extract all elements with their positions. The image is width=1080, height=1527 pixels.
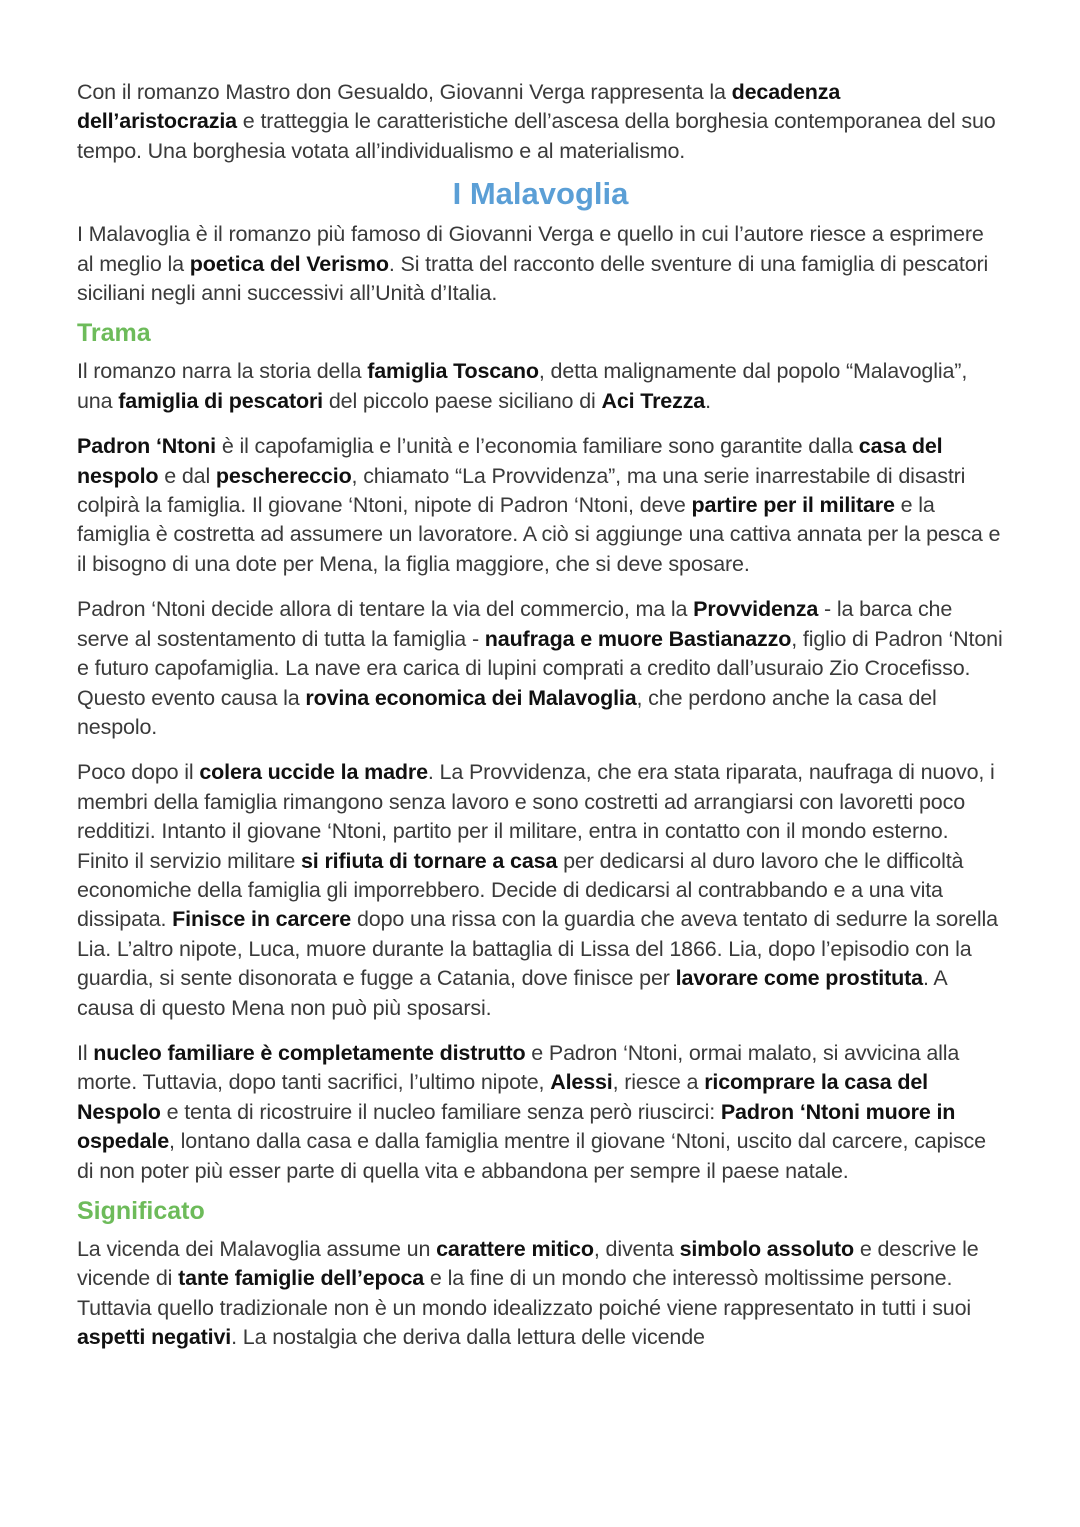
text-span: , lontano dalla casa e dalla famiglia mentre il giovane ‘Ntoni, uscito dal carcere, capisce di non poter più esser parte di quella vita e abbandona per sempre il paese natale. [77, 1129, 986, 1183]
bold-span: Padron ‘Ntoni muore in ospedale [77, 1099, 956, 1154]
text-span: e tenta di ricostruire il nucleo familiare senza però riuscirci: [160, 1099, 721, 1124]
text-span: e la famiglia è costretta ad assumere un lavoratore. A ciò si aggiunge una cattiva annata per la pesca e il bisogno di una dote per Mena, la figlia maggiore, che si deve sposare. [77, 493, 1001, 576]
trama-paragraph-3 [77, 595, 1004, 742]
text-span: . La Provvidenza, che era stata riparata, naufraga di nuovo, i membri della famiglia rimangono senza lavoro e sono costretti ad arrangiarsi con lavoretti poco redditizi. Intanto il giovane ‘Ntoni, partito per il militare, entra in contatto con il mondo esterno. Finito il servizio militare [77, 760, 995, 873]
bold-span: lavorare come prostituta [675, 966, 923, 991]
text-span: . Si tratta del racconto delle sventure di una famiglia di pescatori siciliani negli anni successivi all’Unità d’Italia. [77, 251, 989, 306]
malavoglia-intro-paragraph [77, 220, 1004, 308]
trama-paragraph-1 [77, 357, 1004, 416]
text-span: . La nostalgia che deriva dalla lettura delle vicende [231, 1325, 705, 1350]
text-span: , detta malignamente dal popolo “Malavoglia”, una [77, 359, 968, 413]
trama-paragraph-2 [77, 432, 1004, 579]
section-title-malavoglia: I Malavoglia [452, 176, 629, 212]
bold-span: decadenza dell’aristocrazia [77, 80, 841, 134]
bold-span: carattere mitico [436, 1237, 594, 1261]
bold-span: famiglia Toscano [367, 359, 539, 384]
text-span: , diventa [593, 1237, 680, 1261]
text-span: Il [77, 1040, 94, 1065]
text-span: e la fine di un mondo che interessò moltissime persone. Tuttavia quello tradizionale non è un mondo idealizzato poiché viene rappresentato in tutti i suoi [77, 1266, 972, 1320]
text-span: e dal [158, 463, 216, 488]
bold-span: peschereccio [215, 463, 352, 488]
text-span: per dedicarsi al duro lavoro che le difficoltà economiche della famiglia gli imporrebbero. Decide di dedicarsi al contrabbando e a una vita dissipata. [77, 848, 964, 932]
text-span: , chiamato “La Provvidenza”, ma una serie inarrestabile di disastri colpirà la famiglia. Il giovane ‘Ntoni, nipote di Padron ‘Ntoni, deve [77, 463, 966, 518]
bold-span: rovina economica dei Malavoglia [305, 685, 637, 710]
bold-span: si rifiuta di tornare a casa [301, 848, 558, 873]
significato-paragraph-1 [77, 1235, 1004, 1353]
text-span: dopo una rissa con la guardia che aveva tentato di sedurre la sorella Lia. L’altro nipote, Luca, muore durante la battaglia di Lissa del 1866. Lia, dopo l’episodio con la guardia, si sente disonorata e fugge a Catania, dove finisce per [77, 907, 998, 991]
text-span: La vicenda dei Malavoglia assume un [77, 1237, 437, 1261]
bold-span: ricomprare la casa del Nespolo [77, 1070, 928, 1124]
text-span: e tratteggia le caratteristiche dell’ascesa della borghesia contemporanea del suo tempo. Una borghesia votata all’individualismo e al materialismo. [77, 109, 996, 163]
text-span: e Padron ‘Ntoni, ormai malato, si avvicina alla morte. Tuttavia, dopo tanti sacrifici, l’ultimo nipote, [77, 1040, 960, 1095]
text-span: è il capofamiglia e l’unità e l’economia familiare sono garantite dalla [216, 434, 859, 459]
subheading-trama: Trama [77, 319, 151, 348]
text-span: Padron ‘Ntoni decide allora di tentare la via del commercio, ma la [77, 597, 694, 622]
text-span: , che perdono anche la casa del nespolo. [77, 685, 937, 739]
text-span: - la barca che serve al sostentamento di tutta la famiglia - [77, 597, 953, 651]
intro-paragraph [77, 78, 1004, 166]
bold-span: simbolo assoluto [679, 1237, 855, 1261]
bold-span: famiglia di pescatori [118, 388, 323, 413]
text-span: , figlio di Padron ‘Ntoni e futuro capofamiglia. La nave era carica di lupini comprati a credito dall’usuraio Zio Crocefisso. Questo evento causa la [77, 626, 1003, 710]
bold-span: Aci Trezza [601, 388, 706, 413]
bold-span: colera uccide la madre [199, 760, 428, 785]
bold-span: poetica del Verismo [189, 251, 389, 276]
trama-paragraph-4 [77, 758, 1004, 1023]
text-span: , riesce a [612, 1070, 705, 1095]
bold-span: casa del nespolo [77, 434, 943, 488]
bold-span: partire per il militare [691, 493, 895, 518]
bold-span: Padron ‘Ntoni [77, 434, 216, 459]
bold-span: aspetti negativi [77, 1325, 232, 1350]
text-span: e descrive le vicende di [77, 1237, 979, 1291]
text-span: Il romanzo narra la storia della [77, 359, 368, 384]
bold-span: tante famiglie dell’epoca [178, 1266, 425, 1291]
bold-span: Provvidenza [693, 597, 819, 622]
text-span: del piccolo paese siciliano di [323, 388, 602, 413]
bold-span: naufraga e muore Bastianazzo [484, 626, 792, 651]
bold-span: Alessi [550, 1070, 613, 1095]
subheading-significato: Significato [77, 1197, 205, 1225]
text-span: . A causa di questo Mena non può più sposarsi. [77, 966, 947, 1020]
text-span: . [705, 388, 711, 413]
text-span: Poco dopo il [77, 760, 200, 785]
text-span: Con il romanzo Mastro don Gesualdo, Giovanni Verga rappresenta la [77, 80, 732, 104]
trama-paragraph-5 [77, 1039, 1004, 1186]
bold-span: nucleo familiare è completamente distrutto [93, 1040, 526, 1065]
text-span: I Malavoglia è il romanzo più famoso di Giovanni Verga e quello in cui l’autore riesce a esprimere al meglio la [77, 222, 984, 276]
bold-span: Finisce in carcere [172, 907, 352, 932]
